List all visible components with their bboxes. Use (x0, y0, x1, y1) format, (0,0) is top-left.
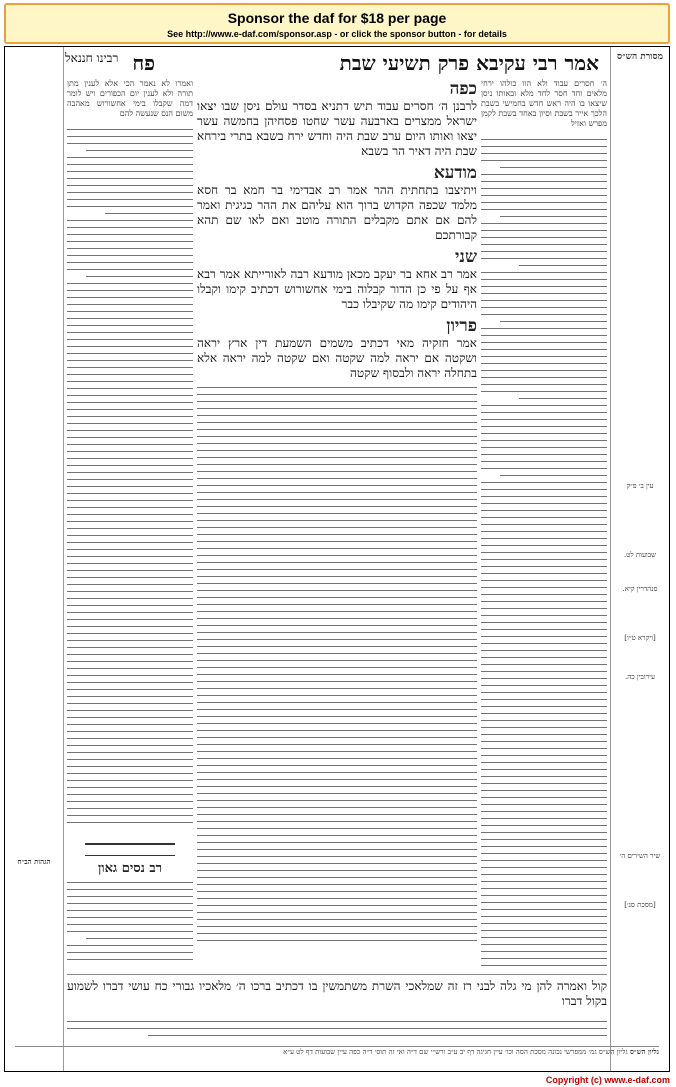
gemara-text-3: אמר רב אחא בר יעקב מכאן מודעא רבה לאורייתא אמר רבא אף על פי כן הדור קבלוה בימי אחשורוש דכתיב קימו וקבלו היהודים קימו מה שקיבלו כבר (197, 267, 477, 311)
sponsor-details[interactable]: See http://www.e-daf.com/sponsor.asp - or click the sponsor button - for details (167, 29, 507, 39)
gilion-notes: גליון הש״ס גמ׳ ממפרשי נכונה מסכת הסה וכו׳ עיין חגיגה דף יב ע״ב ורש״י שם ד״ה ואי זה תוס׳ ד״ה כפה עיין שבועות דף לט ע״א (283, 1048, 628, 1056)
gilion-hashas (15, 1046, 659, 1067)
gilion-title: גליון הש״ס (629, 1047, 659, 1056)
opening-words: כפה (449, 79, 477, 99)
section-ornament (85, 843, 175, 856)
rashi-column (481, 79, 607, 969)
sponsor-title[interactable]: Sponsor the daf for $18 per page (227, 10, 447, 26)
rav-nissim-lines (67, 882, 193, 960)
rashi-text-lines (481, 139, 607, 969)
dibbur-hamatchil-2: מודעא (433, 163, 477, 183)
gemara-text-4: אמר חזקיה מאי דכתיב משמים השמעת דין ארץ יראה ושקטה אם יראה למה שקטה ואם שקטה למה יראה אלא בתחלה יראה ולבסוף שקטה (197, 336, 477, 380)
masoret-ref-1: עין ב׳ פ״ק (626, 482, 654, 490)
copyright-link[interactable]: Copyright (c) www.e-daf.com (545, 1075, 670, 1085)
masoret-title: מסורת הש״ס (617, 52, 663, 62)
chapter-title: אמר רבי עקיבא פרק תשיעי שבת (339, 50, 599, 75)
rashi-text: ה׳ חסרים עבוד ולא הוו כולהו ירחי מלאים וחד חסר לחד מלא ובאותו ניסן שיצאו בו היה ראש חדש בחמישי בשבת הלכך אייר בשבת וסיון באחד בשבת לקמן מפרש ואזיל (481, 79, 607, 128)
gemara-text-5: קול ואמרה להן מי גלה לבני רז זה שמלאכי השרת משתמשין בו דכתיב ברכו ה׳ מלאכיו גבורי כח עושי דברו לשמוע בקול דברו (67, 979, 607, 1008)
masoret-ref-7: עירובין כה. (625, 673, 655, 681)
sponsor-banner[interactable] (4, 3, 670, 44)
hagahot-title: הגהות הב״ח (17, 857, 51, 866)
tosafot-text: ואמרו לא נאמר הכי אלא לענין מתן תורה ולא לענין יום הכפורים ויש לומר דמה שקבלו בימי אחשורוש מאהבה משום הנס שנעשה להם (67, 79, 193, 118)
bottom-gemara-band (67, 974, 607, 1045)
tosafot-header: רבינו חננאל (65, 50, 119, 65)
rav-nissim-block (67, 839, 193, 966)
gemara-column (197, 79, 477, 969)
masoret-ref-6: [מסכת סנ׳] (624, 901, 656, 909)
masoret-ref-4: [ויקרא ט״ו] (624, 634, 656, 642)
gemara-text-1: לרבנן ה׳ חסרים עבוד תיש דתניא בסדר עולם ניסן שבו יצאו ישראל ממצרים בארבעה עשר שחטו פסחיהן בחמשה עשר יצאו ואותו היום ערב שבת היה וחדש ירח בשבא בתרי בירחא שבת היה דאיר הר בשבא (197, 99, 477, 158)
folio-number: פח (132, 50, 156, 75)
dibbur-hamatchil-3: שני (454, 247, 477, 267)
masoret-margin (610, 47, 669, 1071)
gemara-text-2: ויתיצבו בתחתית ההר אמר רב אבדימי בר חמא בר חסא מלמד שכפה הקדוש ברוך הוא עליהם את ההר כגיגית ואמר להם אם אתם מקבלים התורה מוטב ואם לאו שם תהא קבורתכם (197, 183, 477, 242)
tosafot-column (67, 79, 193, 969)
talmud-page (4, 46, 670, 1072)
page-header (65, 51, 599, 75)
masoret-ref-3: סנהדרין קיא. (622, 585, 658, 593)
dibbur-hamatchil-4: פריון (446, 316, 477, 336)
tosafot-text-lines (67, 129, 193, 829)
bottom-text-lines (67, 1021, 607, 1036)
hagahot-margin (5, 47, 64, 1071)
masoret-ref-2: שבועות לט. (623, 551, 657, 559)
gemara-text-lines (197, 387, 477, 941)
masoret-ref-5: שיר השירים ה׳ (619, 852, 661, 860)
rav-nissim-title: רב נסים גאון (97, 861, 163, 876)
